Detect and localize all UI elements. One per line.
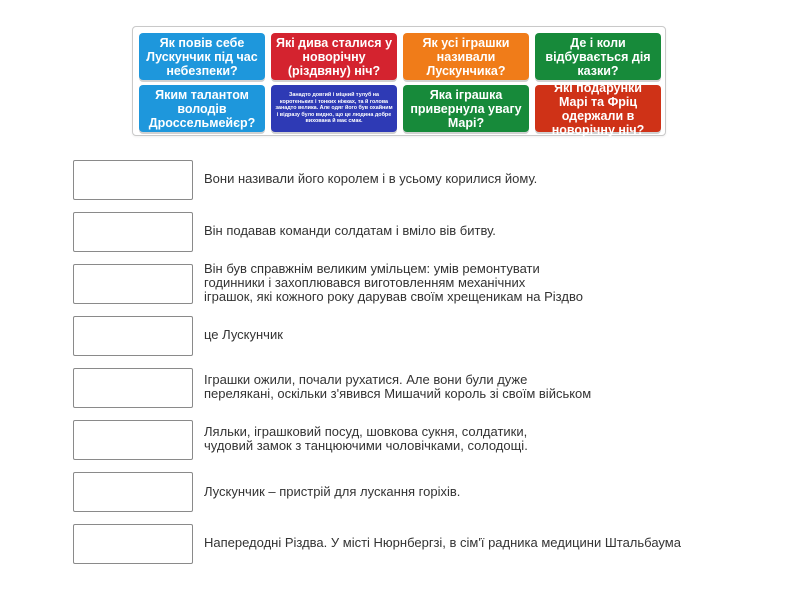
answer-card-label: Де і коли відбувається дія казки?: [545, 35, 651, 78]
row-description: Іграшки ожили, почали рухатися. Але вони були дуже перелякані, оскільки з'явився Мишачий король зі своїм військом: [204, 372, 592, 401]
answer-card-label: Які дива сталися у новорічну (різдвяну) ніч?: [275, 35, 393, 78]
answer-card-nutcracker-danger[interactable]: [139, 33, 265, 80]
drop-slot[interactable]: [73, 368, 193, 408]
row-description: Він подавав команди солдатам і вміло вів битву.: [204, 223, 496, 238]
row-description: це Лускунчик: [204, 327, 283, 342]
answer-card-gifts[interactable]: [535, 80, 661, 137]
row-description: Ляльки, іграшковий посуд, шовкова сукня, солдатики, чудовий замок з танцюючими чоловічками, солодощі.: [204, 424, 528, 453]
answer-card-where-when[interactable]: [535, 33, 661, 80]
answer-card-label: Як повів себе Лускунчик під час небезпеки?: [146, 35, 258, 78]
answer-card-label: Яка іграшка привернула увагу Марі?: [410, 87, 522, 130]
answer-card-drosselmeyer-talent[interactable]: [139, 85, 265, 132]
drop-slot[interactable]: [73, 160, 193, 200]
row-description: Напередодні Різдва. У місті Нюрнбергзі, в сім'ї радника медицини Штальбаума: [204, 535, 681, 550]
row-description: Лускунчик – пристрій для лускання горіхів.: [204, 484, 461, 499]
drop-slot[interactable]: [73, 524, 193, 564]
drop-slot[interactable]: [73, 420, 193, 460]
drop-slot[interactable]: [73, 472, 193, 512]
answer-card-label: Які подарунки Марі та Фріц одержали в новорічну ніч?: [551, 80, 645, 137]
answer-card-label: Яким талантом володів Дроссельмейєр?: [148, 87, 256, 130]
answer-card-toy-attention[interactable]: [403, 85, 529, 132]
answer-card-toys-called-nutcracker[interactable]: [403, 33, 529, 80]
answer-card-label: Занадто довгий і міцний тулуб на коротеньких і тонких ніжках, та й голова занадто велика. Але одяг його був охайним і відразу було видно, що це людина добре вихована й має смак.: [275, 92, 393, 125]
drop-slot[interactable]: [73, 212, 193, 252]
row-description: Він був справжнім великим умільцем: умів ремонтувати годинники і захоплювався виготовленням механічних іграшок, які кожного року дарував своїм хрещеникам на Різдво: [204, 261, 583, 304]
row-description: Вони називали його королем і в усьому корилися йому.: [204, 171, 538, 186]
drop-slot[interactable]: [73, 316, 193, 356]
answer-card-label: Як усі іграшки називали Лускунчика?: [422, 35, 510, 78]
answer-card-appearance-description[interactable]: [271, 85, 397, 132]
answer-card-tray: [132, 26, 666, 136]
drop-slot[interactable]: [73, 264, 193, 304]
answer-card-new-year-miracles[interactable]: [271, 33, 397, 80]
